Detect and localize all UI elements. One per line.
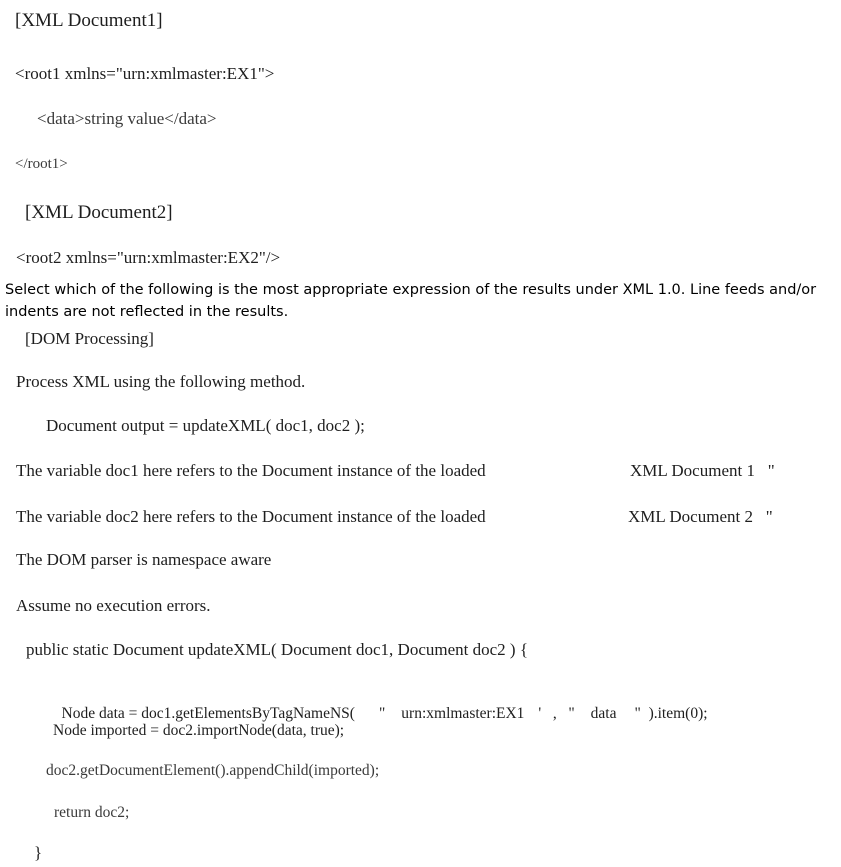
process-intro: Process XML using the following method.	[16, 372, 306, 391]
data-element-line: <data>string value</data>	[37, 109, 217, 128]
method-signature: public static Document updateXML( Document doc1, Document doc2 ) {	[26, 640, 528, 659]
code-closing-brace: }	[34, 843, 43, 862]
dom-processing-heading: [DOM Processing]	[25, 329, 154, 348]
xml-document2-heading: [XML Document2]	[25, 202, 173, 223]
doc2-variable-text: The variable doc2 here refers to the Document instance of the loaded	[16, 507, 486, 526]
assume-no-errors: Assume no execution errors.	[16, 596, 211, 615]
doc1-variable-ref: XML Document 1 "	[630, 461, 775, 480]
doc1-variable-text: The variable doc1 here refers to the Document instance of the loaded	[16, 461, 486, 480]
namespace-aware-note: The DOM parser is namespace aware	[16, 550, 272, 569]
update-call: Document output = updateXML( doc1, doc2 );	[46, 416, 365, 435]
root2-tag: <root2 xmlns="urn:xmlmaster:EX2"/>	[16, 248, 281, 267]
code-line-return: return doc2;	[54, 804, 130, 821]
code-line-append-child: doc2.getDocumentElement().appendChild(imported);	[46, 762, 380, 779]
code-line1-start: Node data = doc1.getElementsByTagNameNS(	[61, 705, 355, 722]
root1-open-tag: <root1 xmlns="urn:xmlmaster:EX1">	[15, 64, 275, 83]
code-line1-namespace: urn:xmlmaster:EX1	[401, 705, 525, 722]
code-line1-localname: data	[590, 705, 617, 722]
question-text: Select which of the following is the most appropriate expression of the results under XML 1.0. Line feeds and/or indents are not reflected in the results.	[5, 282, 817, 320]
code-line-import-node: Node imported = doc2.importNode(data, true);	[53, 722, 345, 739]
code-line1-separator: ' , "	[538, 705, 575, 722]
xml-document1-heading: [XML Document1]	[15, 10, 163, 31]
code-line1-quote: "	[378, 705, 386, 722]
root1-close-tag: </root1>	[15, 156, 68, 172]
code-line1-end: " ).item(0);	[634, 705, 708, 722]
doc2-variable-ref: XML Document 2 "	[628, 507, 773, 526]
